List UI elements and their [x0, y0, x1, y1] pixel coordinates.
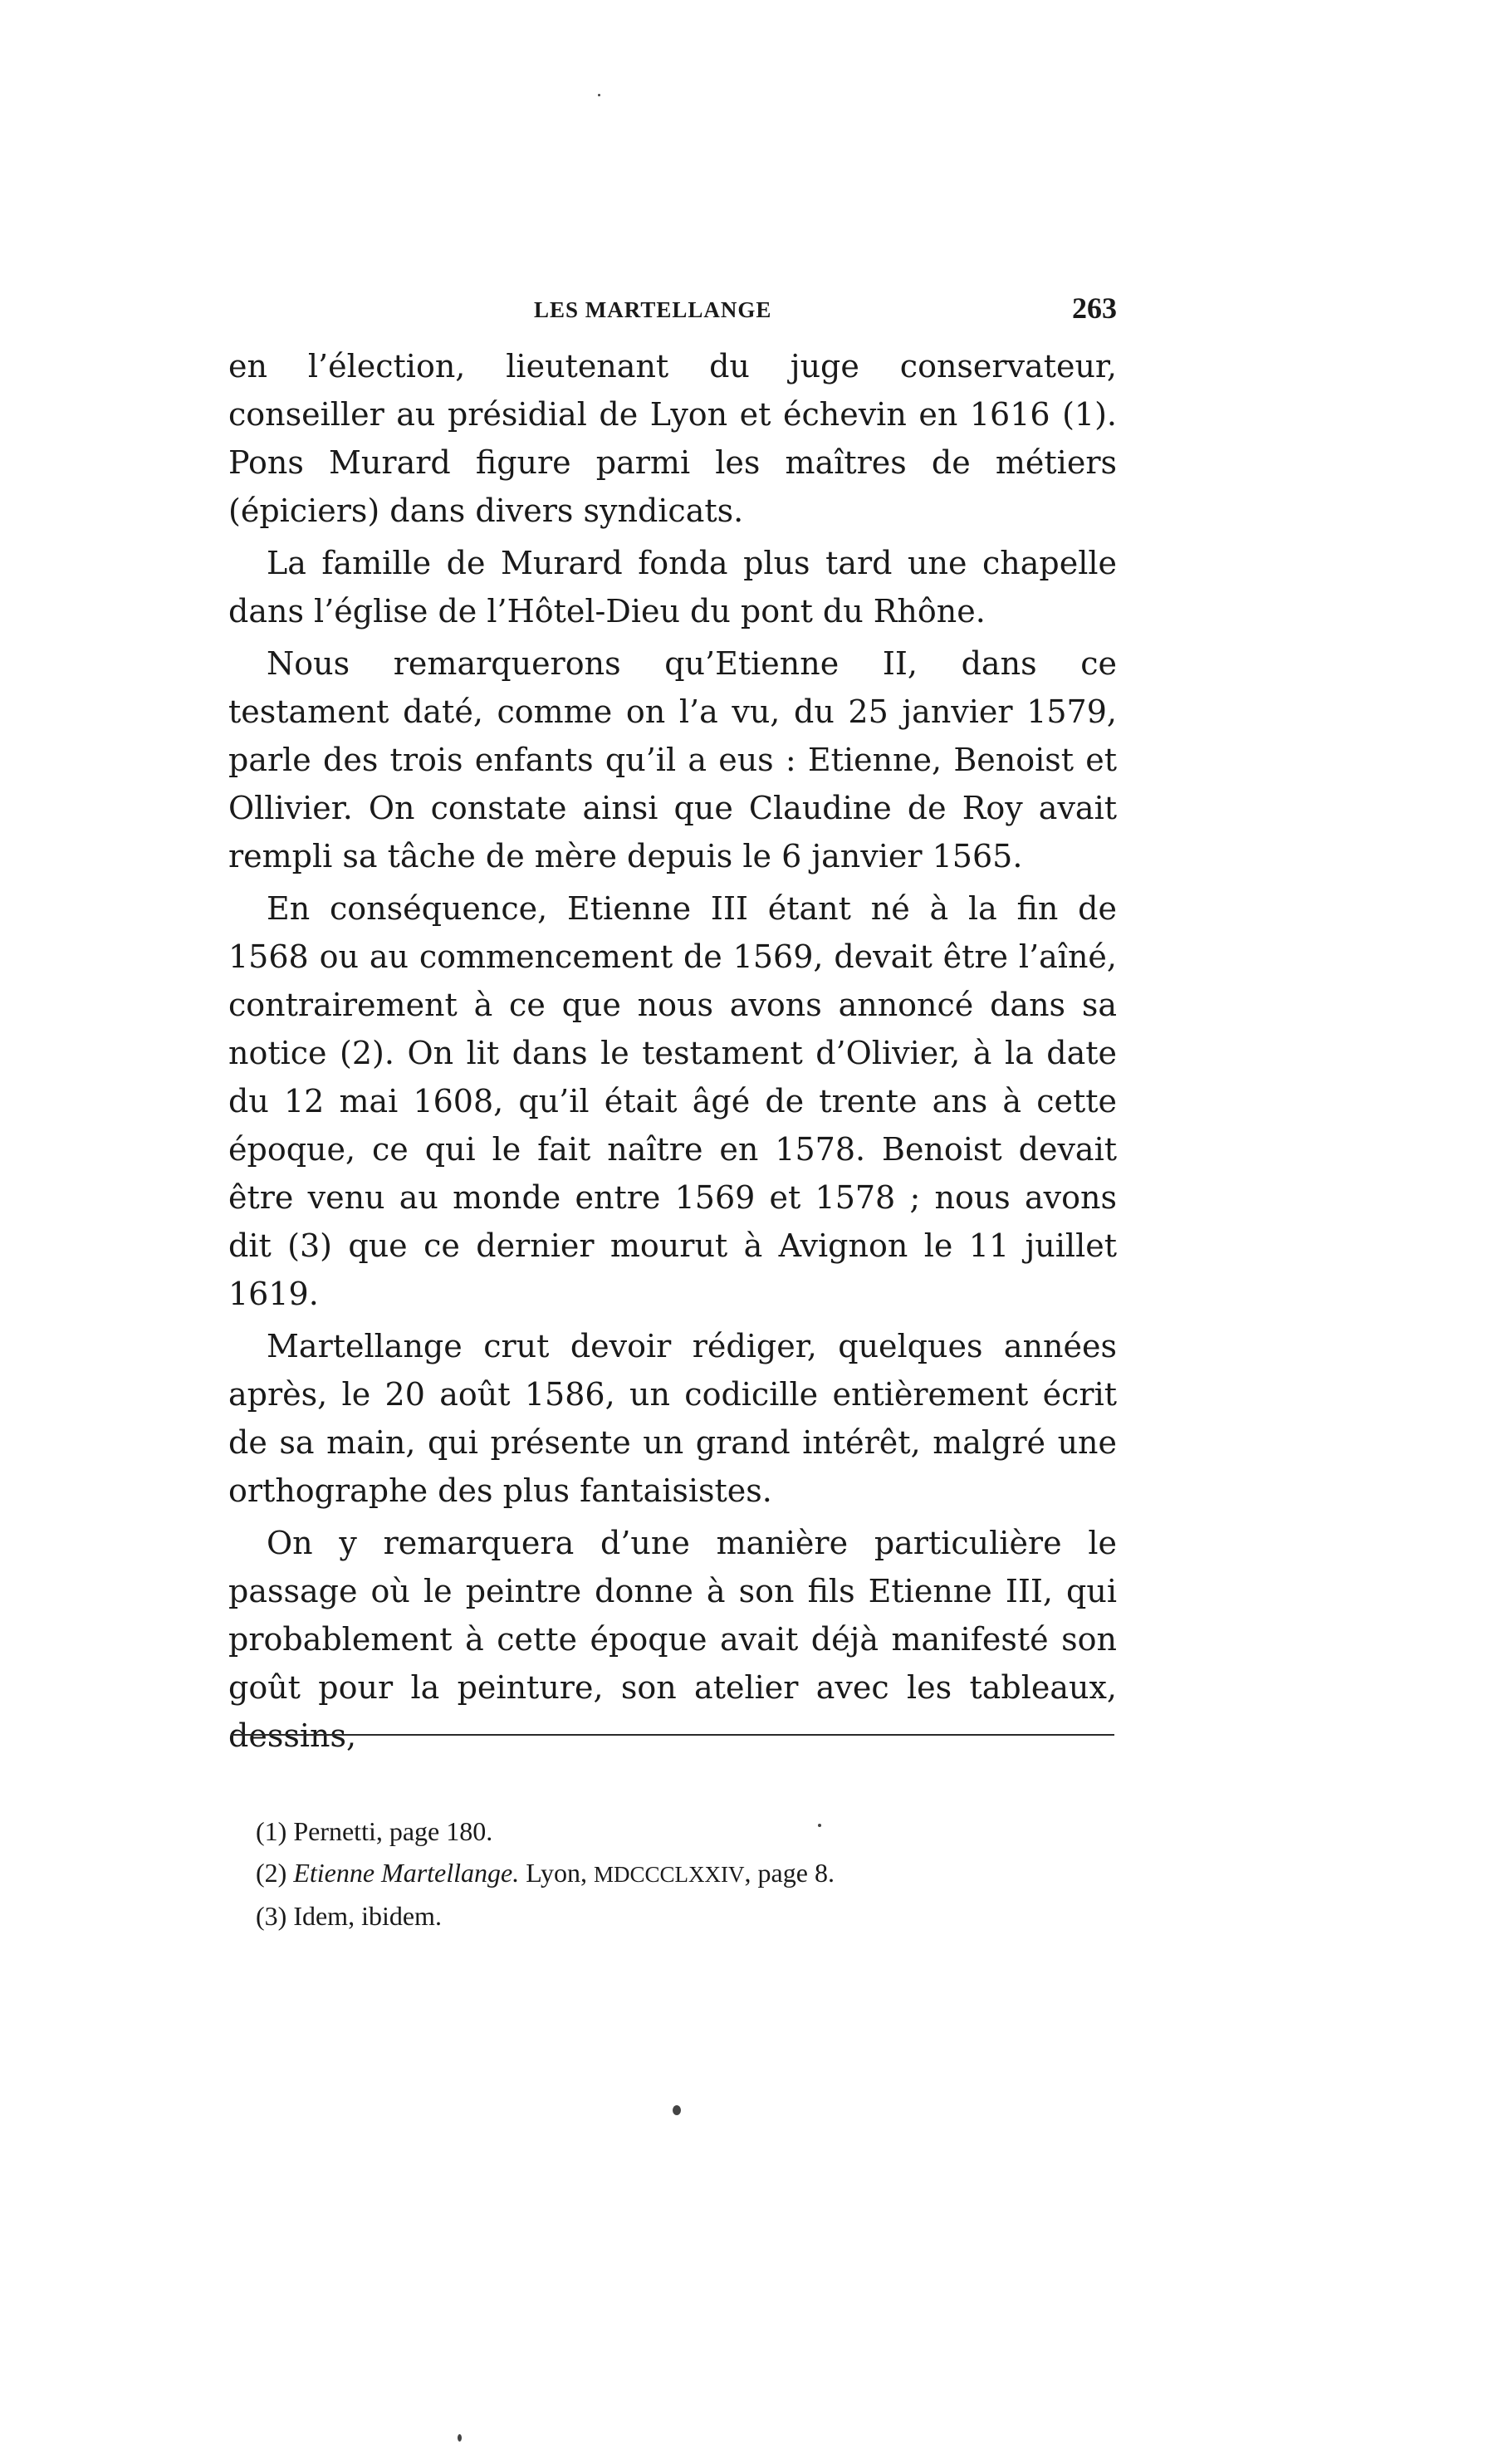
- paragraph-codicil: Martellange crut devoir rédiger, quelques années après, le 20 août 1586, un codicille entièrement écrit de sa main, qui présente un grand intérêt, malgré une orthographe des plus fantaisistes.: [228, 1328, 1117, 1509]
- footnote-marker: (2): [256, 1858, 287, 1888]
- paragraph-murard-chapel: La famille de Murard fonda plus tard une chapelle dans l’église de l’Hôtel-Dieu du pont du Rhône.: [228, 545, 1117, 629]
- running-title: LES MARTELLANGE: [534, 297, 772, 322]
- footnote-text: Idem, ibidem.: [293, 1901, 442, 1931]
- ink-speck: [458, 2434, 462, 2442]
- footnote-marker: (1): [256, 1816, 287, 1846]
- footnotes: [256, 1810, 1086, 1937]
- footnote-page: , page 8.: [744, 1858, 835, 1888]
- footnote-book-title: Etienne Martellange.: [293, 1858, 520, 1888]
- ink-speck: [673, 2105, 681, 2115]
- paragraph-testament-children: Nous remarquerons qu’Etienne II, dans ce testament daté, comme on l’a vu, du 25 janvier 1579, parle des trois enfants qu’il a eus : Etienne, Benoist et Ollivier. On constate ainsi que Claudine de Roy avait rempli sa tâche de mère depuis le 6 janvier 1565.: [228, 645, 1117, 874]
- footnote-roman-year: MDCCCLXXIV: [594, 1862, 745, 1887]
- footnote-rule: [231, 1734, 1114, 1736]
- footnote-marker: (3): [256, 1901, 287, 1931]
- paragraph-atelier: On y remarquera d’une manière particulière le passage où le peintre donne à son fils Etienne III, qui probablement à cette époque avait déjà manifesté son goût pour la peinture, son atelier avec les tableaux, dessins,: [228, 1525, 1117, 1754]
- body-text: [228, 342, 1117, 1760]
- footnote-text: Pernetti, page 180.: [293, 1816, 493, 1846]
- ink-speck: [818, 1824, 821, 1827]
- footnote-2: [256, 1852, 1086, 1895]
- ink-speck: [598, 94, 600, 96]
- paragraph-continuation: en l’élection, lieutenant du juge conservateur, conseiller au présidial de Lyon et échevin en 1616 (1). Pons Murard figure parmi les maîtres de métiers (épiciers) dans divers syndicats.: [228, 348, 1117, 529]
- running-head: [228, 291, 1117, 332]
- footnote-1: [256, 1810, 1086, 1852]
- footnote-3: [256, 1895, 1086, 1937]
- paragraph-consequence: En conséquence, Etienne III étant né à la fin de 1568 ou au commencement de 1569, devait être l’aîné, contrairement à ce que nous avons annoncé dans sa notice (2). On lit dans le testament d’Olivier, à la date du 12 mai 1608, qu’il était âgé de trente ans à cette époque, ce qui le fait naître en 1578. Benoist devait être venu au monde entre 1569 et 1578 ; nous avons dit (3) que ce dernier mourut à Avignon le 11 juillet 1619.: [228, 890, 1117, 1312]
- footnote-place: Lyon,: [526, 1858, 588, 1888]
- page-number: 263: [1072, 291, 1117, 325]
